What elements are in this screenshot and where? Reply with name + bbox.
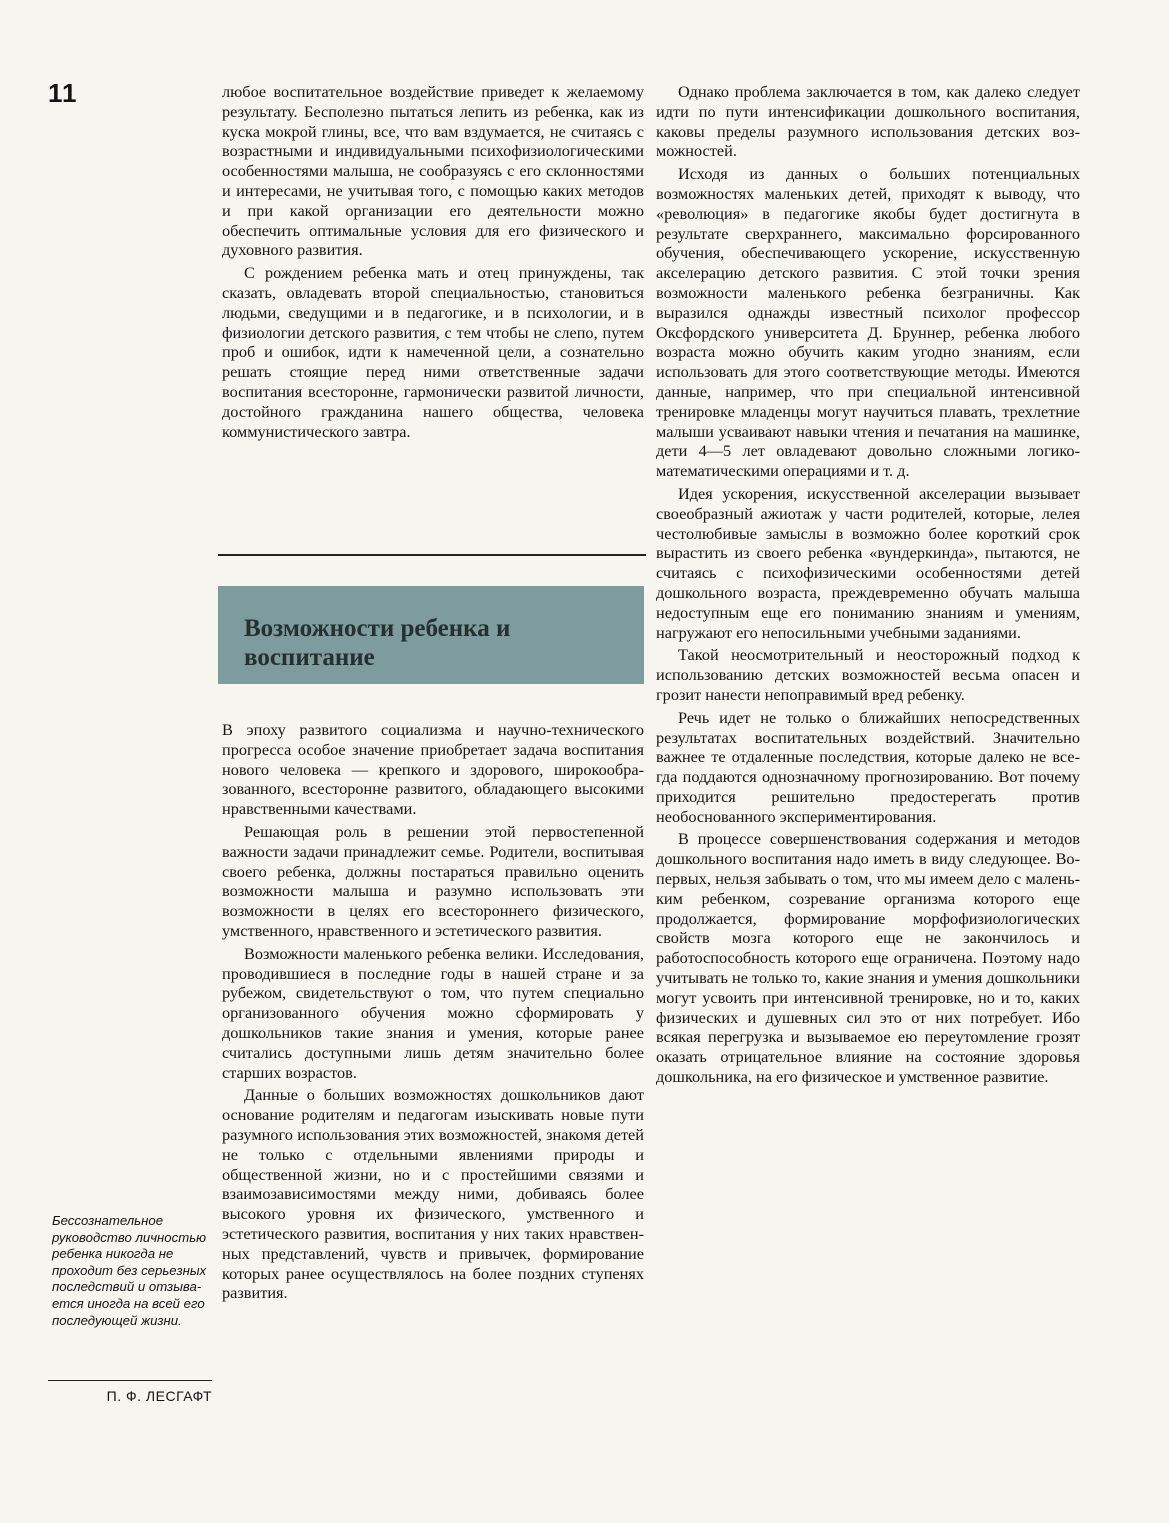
section-heading: Возможности ребенка и воспитание [244,615,511,671]
paragraph: В процессе совершенствования содержания и методов дошкольного воспитания надо иметь в виду следующее. Во-первых, нельзя забывать о том, что мы имеем дело с маленьким ребенком, созревание организма которого еще продолжается, формирование морфофизиологических свойств мозга которого еще не закончилось и работоспособность которого еще ограничена. Поэтому надо учитывать не только то, какие знания и умения дошкольники могут усвоить при интенсивной тренировке, но и то, каких физических и душевных сил это от них потребует. Ибо всякая перегрузка и вызываемое ею переутомление грозят оказать отрицательное влияние на состояние здоровья дошкольника, на его физическое и умственное развитие. [656,829,1080,1087]
paragraph: Речь идет не только о ближайших непосредственных результатах воспитательных воздействий. Значительно важнее те отдаленные последствия, которые далеко не всегда поддаются однозначному прогнозированию. Вот почему приходится решительно предостерегать против необоснованного экспериментирования. [656,707,1080,826]
epigraph-quote: Бессознательное руководство личностью ребенка никогда не проходит без серьезных последствий и отзывается иногда на всей его последующей жизни. [52,1213,207,1328]
paragraph: С рождением ребенка мать и отец принуждены, так сказать, овладевать второй специальностью, становиться людьми, сведущими и в педагогике, и в психологии, и в физиологии детского развития, с тем чтобы не слепо, путем проб и ошибок, идти к намеченной цели, а сознательно решать стоящие перед ними ответственные задачи воспитания всесторонне, гармонически развитой личности, достойного гражданина нашего общества, человека коммунистического завтра. [222,263,644,441]
paragraph: Решающая роль в решении этой первостепенной важности задачи принадлежит семье. Родители, воспитывая своего ребенка, должны постараться правильно оценить возможности малыша и разумно использовать эти возможности в целях его всестороннего физического, умственного, нравственного и эстетического развития. [222,821,644,940]
section-heading-box [218,586,644,684]
column-right [656,82,1080,1090]
paragraph: Такой неосмотрительный и неосторожный подход к использованию детских возможностей весьма опасен и грозит нанести непоправимый вред ребенку. [656,645,1080,704]
column-left-bottom [222,720,644,1306]
quote-divider [48,1380,212,1381]
paragraph: Данные о больших возможностях дошкольников дают основание родителям и педагогам изыскивать новые пути разумного использования этих возможностей, знакомя детей не только с отдельными явлениями природы и общественной жизни, но и с простейшими связями и взаимозависимостями между ними, добиваясь более высокого уровня их физического, умственного и эстетического развития, воспитания у них таких нравственных представлений, чувств и привычек, формирование которых ранее осуществлялось на более поздних ступенях развития. [222,1085,644,1303]
paragraph: любое воспитательное воздействие приведет к желаемому результату. Бесполезно пытаться лепить из ребенка, как из куска мокрой глины, все, что вам вздумается, не считаясь с возрастными и индивидуальными психофизиологическими особенностями малыша, не сообразуясь с его склонностями и интересами, не учитывая того, с помощью каких методов и при какой организации его деятельности можно обеспечить оптимальные условия для его физического и духовного развития. [222,82,644,260]
quote-author: П. Ф. ЛЕСГАФТ [106,1388,212,1404]
paragraph: Исходя из данных о больших потенциальных возможностях маленьких детей, приходят к выводу, что «революция» в педагогике якобы будет достигнута в результате сверхраннего, максимально форсированного обучения, обеспечивающего ускорение, искусственную акселерацию детского развития. С этой точки зрения возможности маленького ребенка безграничны. Как выразился однажды известный психолог профессор Оксфордского университета Д. Бруннер, ребенка любого возраста можно обучить каким угодно знаниям, если использовать для этого соответствующие методы. Имеются данные, например, что при специальной интенсивной тренировке младенцы могут научиться плавать, трехлетние малыши усваивают навыки чтения и печатания на машинке, дети 4—5 лет овладевают довольно сложными логико-математическими операциями и т. д. [656,164,1080,481]
paragraph: Однако проблема заключается в том, как далеко следует идти по пути интенсификации дошкольного воспитания, каковы пределы разумного использования детских возможностей. [656,82,1080,161]
paragraph: В эпоху развитого социализма и научно-технического прогресса особое значение приобретает задача воспитания нового человека — крепкого и здорового, широкообразованного, всесторонне развитого, обладающего высокими нравственными качествами. [222,720,644,819]
page-number: 11 [48,78,78,108]
paragraph: Идея ускорения, искусственной акселерации вызывает своеобразный ажиотаж у части родителей, которые, лелея честолюбивые замыслы в возможно более короткий срок вырастить из своего ребенка «вундеркинда», пытаются, не считаясь с психофизическими особенностями детей дошкольного возраста, преждевременно обучать малыша недоступным еще его пониманию знаниям и умениям, нагружают его непосильными учебными заданиями. [656,483,1080,642]
section-divider [218,554,646,556]
paragraph: Возможности маленького ребенка велики. Исследования, проводившиеся в последние годы в нашей стране и за рубежом, свидетельствуют о том, что путем специально организованного обучения можно сформировать у дошкольников такие знания и умения, которые ранее считались доступными лишь детям значительно более старших возрастов. [222,943,644,1082]
column-left-top [222,82,644,444]
